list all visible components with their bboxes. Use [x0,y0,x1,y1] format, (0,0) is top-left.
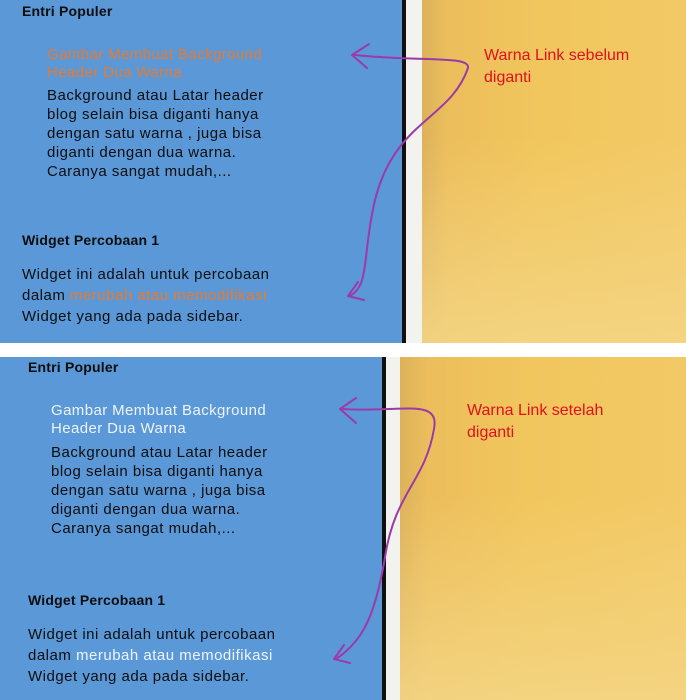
snippet-line: Caranya sangat mudah,... [51,520,236,537]
snippet-line: diganti dengan dua warna. [51,501,241,518]
post-title-line: Gambar Membuat Background [51,402,267,419]
widget-inline-link[interactable]: merubah atau memodifikasi [76,647,273,664]
widget-line: Widget yang ada pada sidebar. [28,668,250,685]
annotation-arrow [0,357,686,700]
snippet-line: Background atau Latar header [47,87,264,104]
panel-before [0,0,686,343]
snippet-line: Caranya sangat mudah,... [47,163,232,180]
snippet-line: blog selain bisa diganti hanya [51,463,263,480]
snippet-line: dengan satu warna , juga bisa [47,125,262,142]
annotation-line: Warna Link sebelum [484,47,630,64]
popular-posts-heading: Entri Populer [22,3,113,19]
widget-line-prefix: dalam [22,287,66,304]
popular-posts-heading: Entri Populer [28,359,119,375]
widget-heading: Widget Percobaan 1 [22,232,160,248]
annotation-line: diganti [467,424,515,441]
post-title-line: Header Dua Warna [51,420,187,437]
arrow-curve [336,408,435,659]
annotation-line: diganti [484,69,532,86]
widget-line-prefix: dalam [28,647,72,664]
snippet-line: dengan satu warna , juga bisa [51,482,266,499]
snippet-line: blog selain bisa diganti hanya [47,106,259,123]
post-title-line: Header Dua Warna [47,64,183,81]
snippet-line: Background atau Latar header [51,444,268,461]
widget-heading: Widget Percobaan 1 [28,592,166,608]
annotation-arrow [0,0,686,343]
widget-inline-link[interactable]: merubah atau memodifikasi [70,287,267,304]
widget-line: Widget yang ada pada sidebar. [22,308,244,325]
post-title-line: Gambar Membuat Background [47,46,263,63]
widget-line: Widget ini adalah untuk percobaan [28,626,276,643]
annotation-line: Warna Link setelah [467,402,604,419]
widget-line: Widget ini adalah untuk percobaan [22,266,270,283]
snippet-line: diganti dengan dua warna. [47,144,237,161]
panel-after [0,357,686,700]
arrow-curve [350,55,468,296]
